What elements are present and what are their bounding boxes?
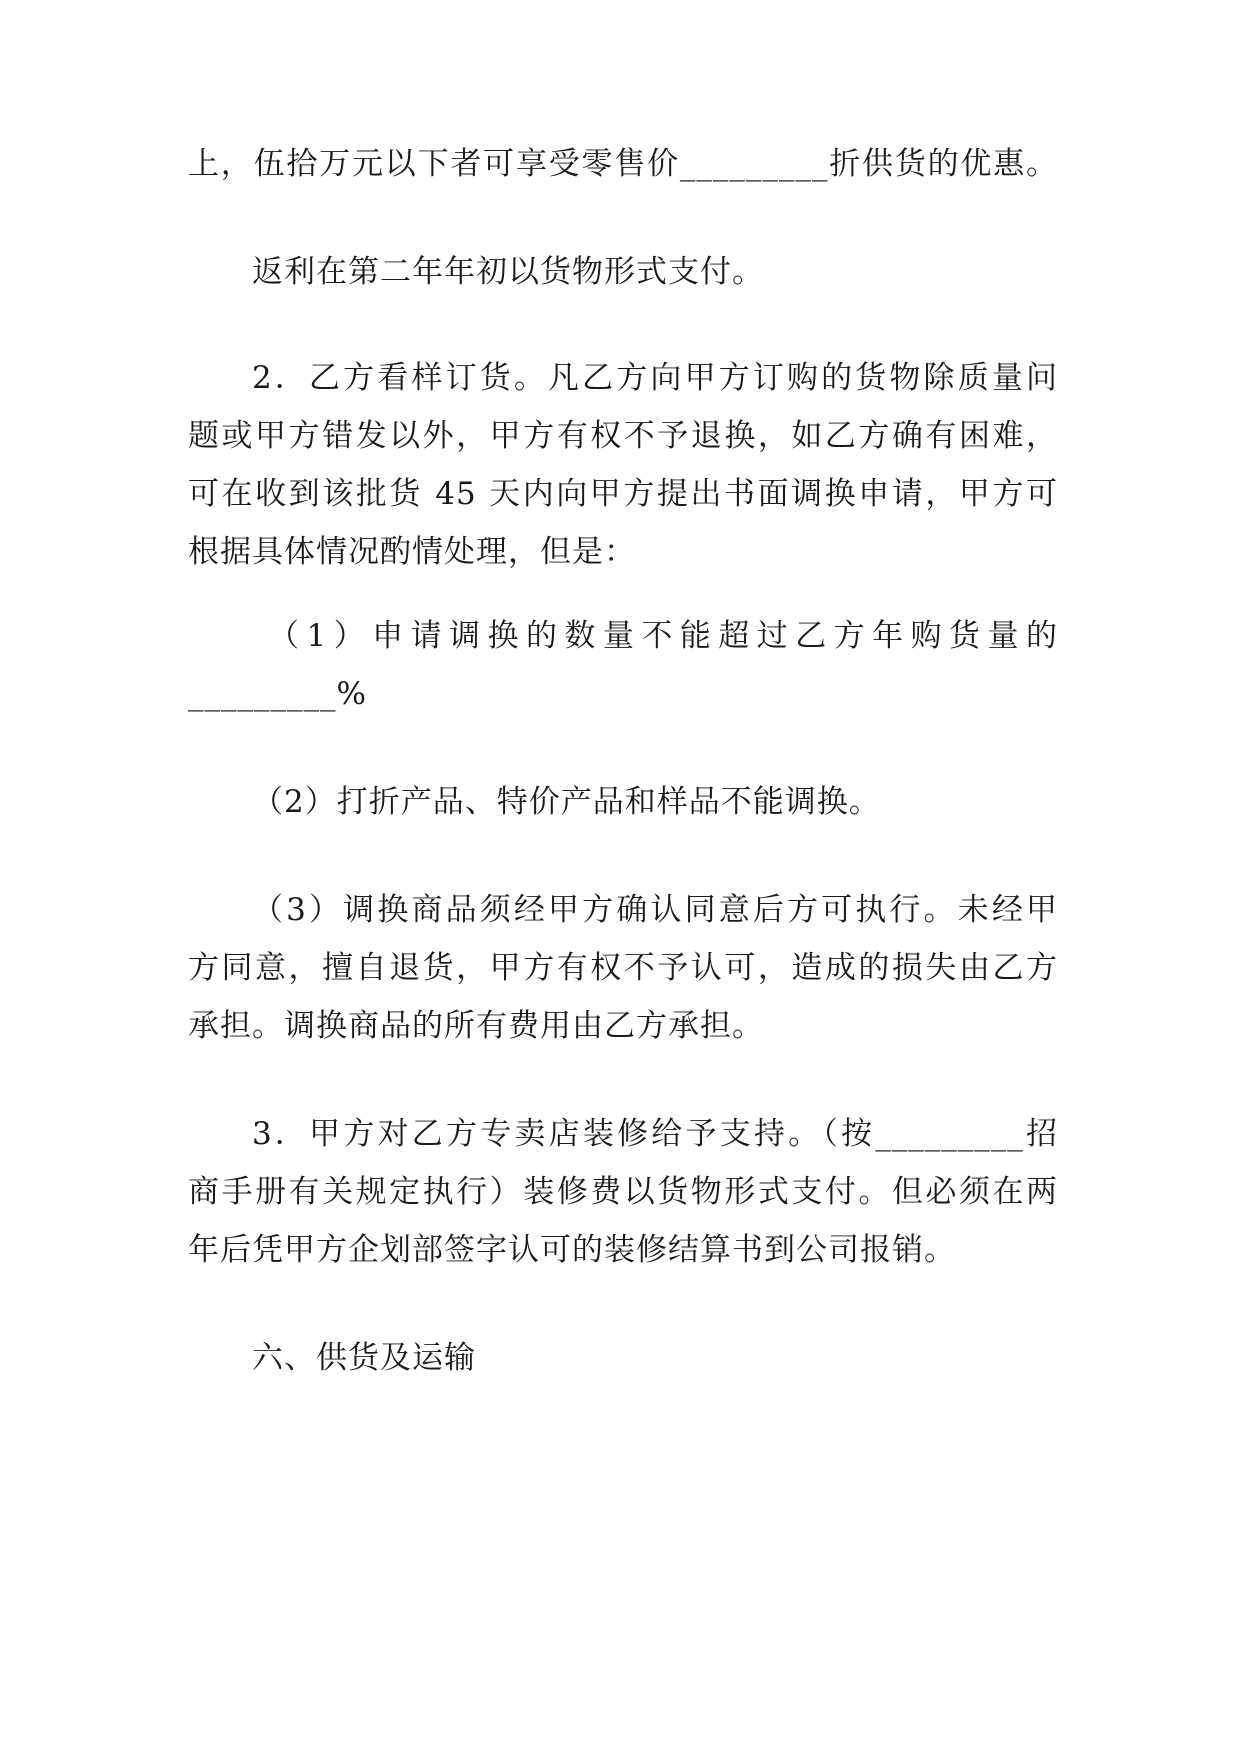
paragraph-line: 2．乙方看样订货。凡乙方向甲方订购的货物除质量问 [252, 360, 1058, 396]
paragraph-line: _________% [188, 676, 367, 712]
paragraph-line: 承担。调换商品的所有费用由乙方承担。 [188, 1008, 764, 1044]
paragraph-line: （3）调换商品须经甲方确认同意后方可执行。未经甲 [252, 892, 1058, 928]
paragraph-line: （1）申请调换的数量不能超过乙方年购货量的 [268, 618, 1058, 654]
paragraph-line: 年后凭甲方企划部签字认可的装修结算书到公司报销。 [188, 1232, 956, 1268]
section-heading: 六、供货及运输 [252, 1340, 476, 1376]
paragraph-line: 根据具体情况酌情处理，但是： [188, 534, 636, 570]
paragraph-line: 方同意，擅自退货，甲方有权不予认可，造成的损失由乙方 [188, 950, 1058, 986]
paragraph-line: 题或甲方错发以外，甲方有权不予退换，如乙方确有困难， [188, 418, 1058, 454]
paragraph-line: 3．甲方对乙方专卖店装修给予支持。（按_________招 [252, 1116, 1058, 1152]
paragraph-line: 返利在第二年年初以货物形式支付。 [252, 254, 764, 290]
paragraph-line: 商手册有关规定执行）装修费以货物形式支付。但必须在两 [188, 1174, 1058, 1210]
paragraph-line: （2）打折产品、特价产品和样品不能调换。 [252, 784, 881, 820]
paragraph-line: 上，伍拾万元以下者可享受零售价_________折供货的优惠。 [188, 146, 1058, 182]
paragraph-line: 可在收到该批货 45 天内向甲方提出书面调换申请，甲方可 [188, 476, 1058, 512]
